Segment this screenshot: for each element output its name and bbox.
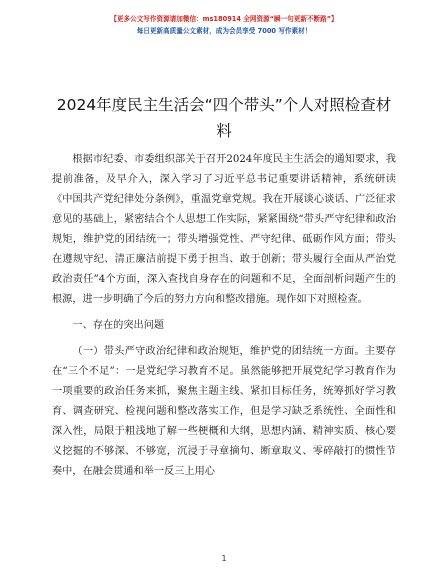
document-body: [52, 150, 396, 482]
section-heading: 一、存在的突出问题: [72, 320, 165, 331]
header-banner: [0, 14, 448, 36]
page-number: 1: [221, 554, 227, 563]
subsection-paragraph: （一）带头严守政治纪律和政治规矩，维护党的团结统一方面。主要存在“三个不足”：一是党纪学习教育不足。虽然能够把开展党纪学习教育作为一项重要的政治任务来抓，聚焦主题主线、紧扣目标任务，统筹抓好学习教育、调查研究、检视问题和整改落实工作，但是学习缺乏系统性、全面性和深入性，局限于粗浅地了解一些梗概和大纲，思想内涵、精神实质、核心要义挖掘的不够深、不够宽，沉浸于寻章摘句、断章取义、零碎敲打的惯性节奏中，在融会贯通和举一反三上用心: [52, 346, 396, 477]
document-title: 2024年度民主生活会“四个带头”个人对照检查材料: [56, 96, 392, 140]
banner-membership-line: 每日更新高质量公文素材，成为会员享受 7000 写作素材！: [136, 27, 312, 35]
banner-promo-line: 【更多公文写作资源请加微信：ms180914 全网资源“瞬一句更新不断路”】: [110, 15, 338, 23]
intro-paragraph: 根据市纪委、市委组织部关于召开2024年度民主生活会的通知要求，我提前准备，及早介入，深入学习了习近平总书记重要讲话精神，系统研读《中国共产党纪律处分条例》，重温党章党规。我在开展谈心谈话、广泛征求意见的基础上，紧密结合个人思想工作实际，紧紧围绕“带头严守纪律和政治规矩，维护党的团结统一；带头增强党性、严守纪律、砥砺作风方面；带头在遵规守纪、清正廉洁前提下勇于担当、敢于创新；带头履行全面从严治党政治责任”4个方面，深入查找自身存在的问题和不足，全面剖析问题产生的根源，进一步明确了今后的努力方向和整改措施。现作如下对照检查。: [52, 154, 396, 305]
